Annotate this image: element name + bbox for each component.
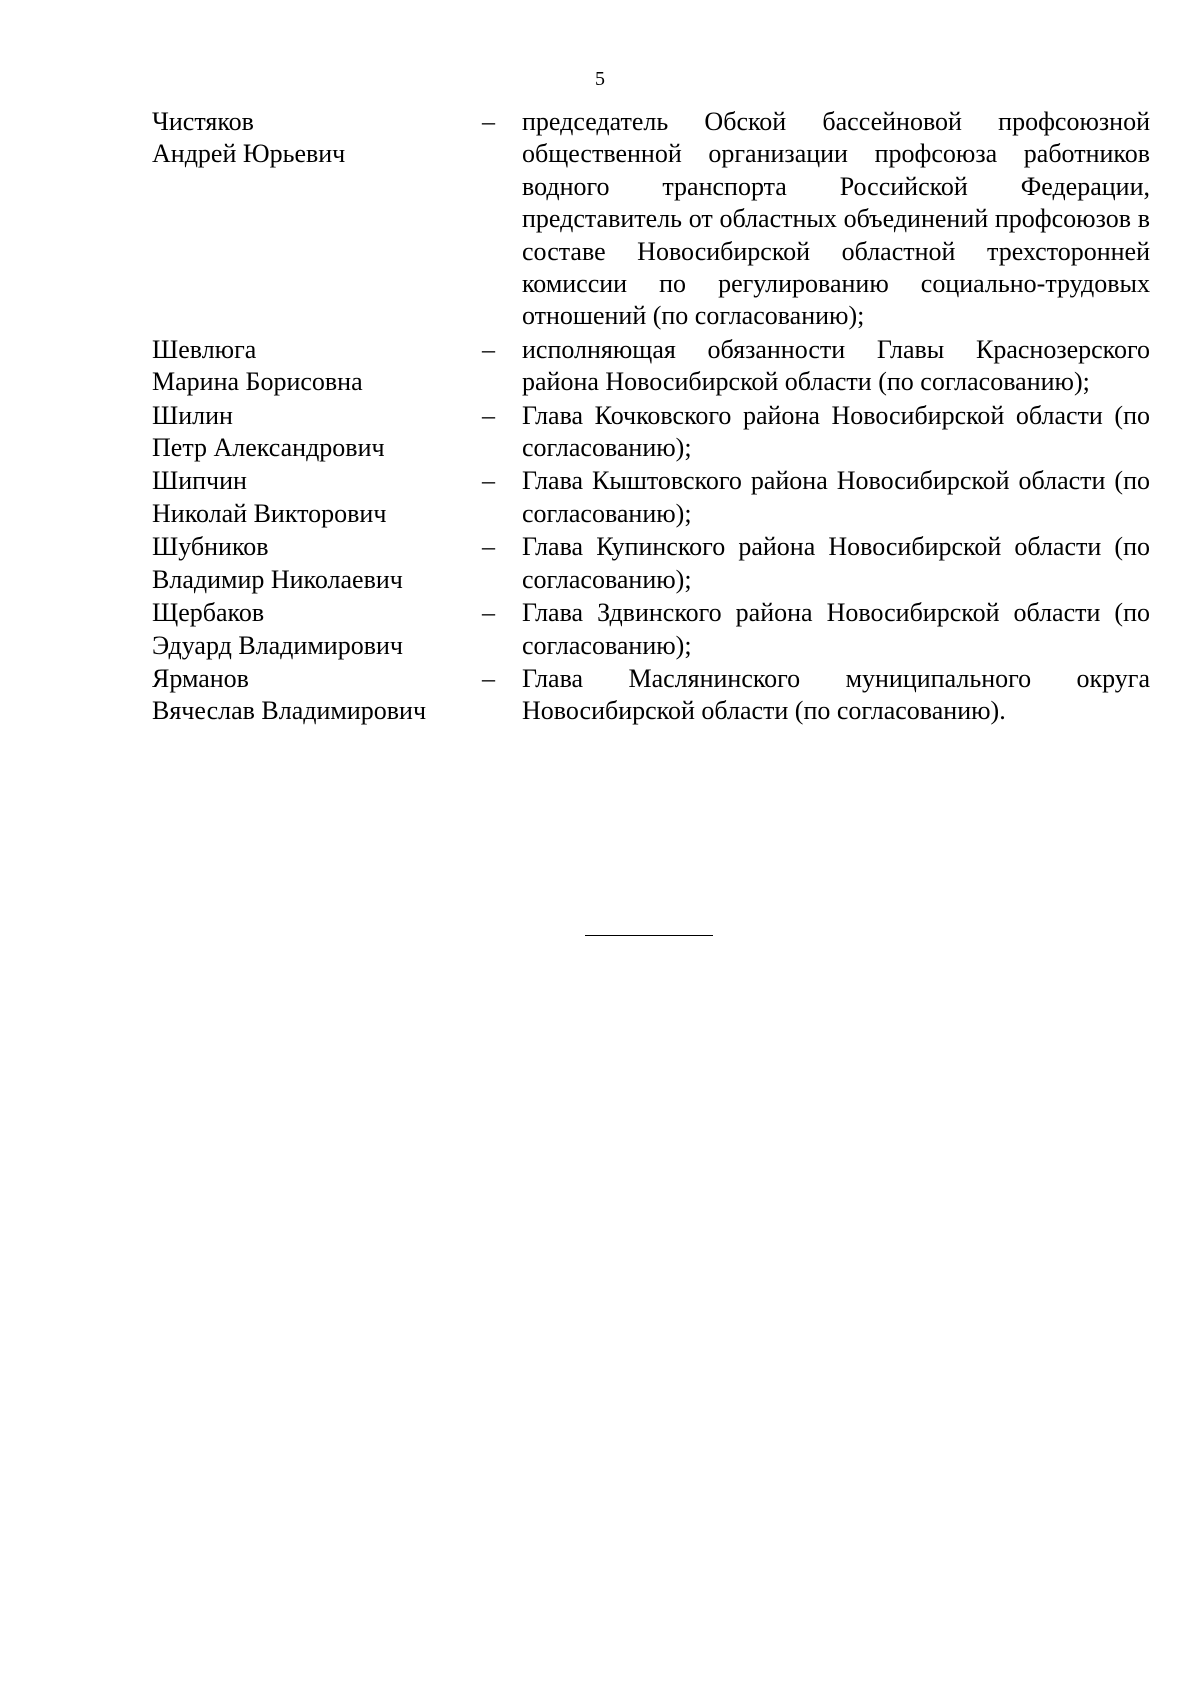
member-surname: Щербаков [152, 598, 265, 628]
member-row [152, 663, 1150, 728]
member-given-names: Эдуард Владимирович [152, 630, 403, 660]
member-name [152, 663, 482, 728]
member-role: Глава Кочковского района Новосибирской области (по согласованию); [522, 400, 1150, 463]
page-number: 5 [595, 68, 605, 90]
member-list [152, 106, 1150, 729]
member-row [152, 106, 1150, 333]
dash-separator: – [482, 663, 495, 693]
member-role: Глава Маслянинского муниципального округа Новосибирской области (по согласованию). [522, 663, 1150, 726]
end-of-list-rule [585, 935, 713, 936]
member-row [152, 400, 1150, 465]
member-row [152, 597, 1150, 662]
member-surname: Шевлюга [152, 334, 257, 364]
member-surname: Шубников [152, 532, 269, 562]
dash-separator: – [482, 466, 495, 496]
member-name [152, 334, 482, 399]
member-surname: Шилин [152, 400, 233, 430]
member-given-names: Вячеслав Владимирович [152, 696, 427, 726]
member-surname: Ярманов [152, 663, 249, 693]
member-name [152, 597, 482, 662]
member-role: Глава Здвинского района Новосибирской области (по согласованию); [522, 598, 1150, 660]
member-row [152, 465, 1150, 530]
member-name [152, 531, 482, 596]
dash-separator: – [482, 334, 495, 364]
member-role: Глава Кыштовского района Новосибирской области (по согласованию); [522, 466, 1150, 528]
member-role: исполняющая обязанности Главы Краснозерского района Новосибирской области (по согласованию); [522, 334, 1150, 397]
dash-separator: – [482, 400, 495, 430]
dash-separator: – [482, 598, 495, 628]
member-given-names: Петр Александрович [152, 433, 385, 463]
member-name [152, 400, 482, 465]
dash-separator: – [482, 532, 495, 562]
member-role: Глава Купинского района Новосибирской области (по согласованию); [522, 532, 1150, 594]
member-surname: Шипчин [152, 466, 247, 496]
member-given-names: Владимир Николаевич [152, 564, 403, 594]
member-given-names: Андрей Юрьевич [152, 139, 346, 169]
member-given-names: Николай Викторович [152, 498, 387, 528]
member-name [152, 106, 482, 333]
member-row [152, 334, 1150, 399]
member-row [152, 531, 1150, 596]
dash-separator: – [482, 107, 495, 136]
member-surname: Чистяков [152, 107, 254, 136]
member-name [152, 465, 482, 530]
member-given-names: Марина Борисовна [152, 367, 363, 397]
member-role: председатель Обской бассейновой профсоюзной общественной организации профсоюза работников водного транспорта Российской Федерации, представитель от областных объединений профсоюзов в составе Новосибирской областной трехсторонней комиссии по регулированию социально-трудовых отношений (по согласованию); [522, 107, 1150, 331]
